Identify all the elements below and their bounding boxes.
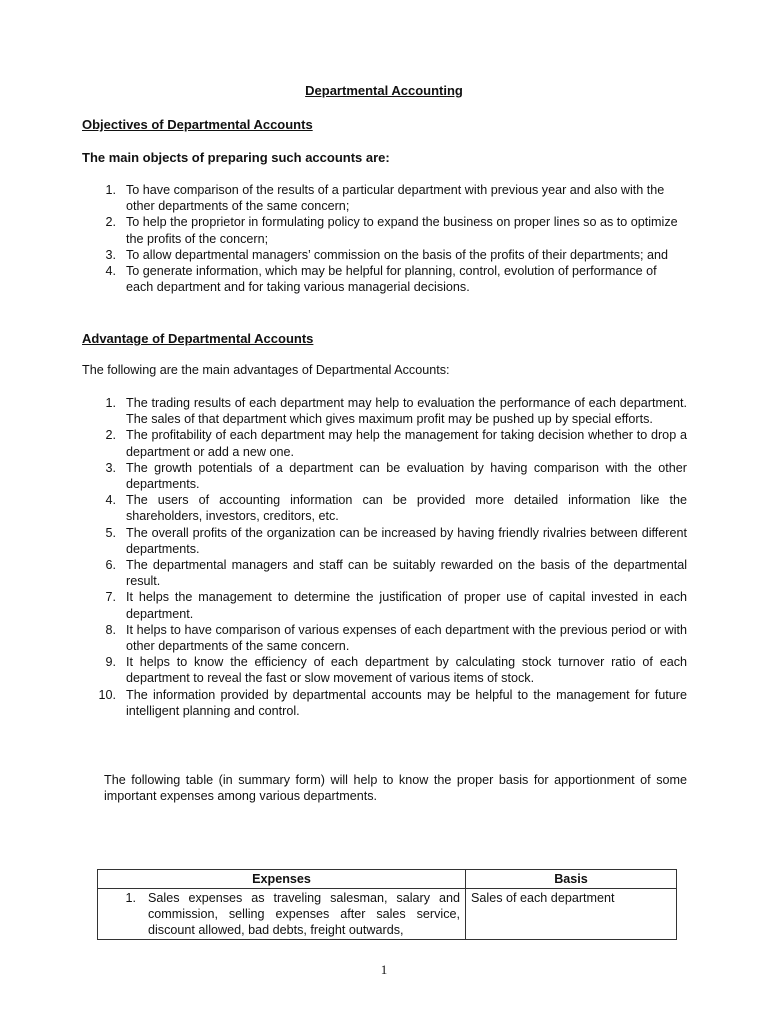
expense-cell: 1. Sales expenses as traveling salesman, salary and commission, selling expenses after sales service, discount allowed, bad debts, freight outwards, [98,889,466,940]
advantages-list [82,395,687,719]
list-item: 9. It helps to know the efficiency of each department by calculating stock turnover ratio of each department to reveal the fast or slow movement of various items of stock. [105,655,687,686]
list-item: 8. It helps to have comparison of various expenses of each department with the previous period or with other departments of the same concern. [105,622,687,654]
list-item: 6. The departmental managers and staff can be suitably rewarded on the basis of the departmental result. [105,558,687,589]
objectives-list [82,182,687,295]
list-item: 2. The profitability of each department may help the management for taking decision whether to drop a department or add a new one. [105,428,687,459]
list-item: 4. To generate information, which may be helpful for planning, control, evolution of performance of each department and for taking various managerial decisions. [105,264,657,295]
list-item: 4. The users of accounting information can be provided more detailed information like the shareholders, investors, creditors, etc. [105,493,687,524]
objects-intro: The main objects of preparing such accounts are: [82,150,390,165]
document-title: Departmental Accounting [305,83,463,98]
list-item: 3. The growth potentials of a department can be evaluation by having comparison with the other departments. [105,460,687,492]
list-item: 1. To have comparison of the results of a particular department with previous year and also with the other departments of the same concern; [105,183,665,214]
page-number: 1 [380,962,388,977]
column-header-basis: Basis [466,870,677,889]
list-item: 10. The information provided by departmental accounts may be helpful to the management for future intelligent planning and control. [98,687,687,718]
advantage-intro: The following are the main advantages of Departmental Accounts: [82,363,450,377]
basis-cell: Sales of each department [466,889,677,940]
list-item: 2. To help the proprietor in formulating policy to expand the business on proper lines so as to optimize the profits of the concern; [105,215,678,246]
table-header-row [98,870,677,889]
column-header-expenses: Expenses [98,870,466,889]
list-item: 3. To allow departmental managers’ commission on the basis of the profits of their departments; and [105,247,669,262]
advantage-heading: Advantage of Departmental Accounts [82,331,314,346]
expenses-table [97,869,677,940]
list-item: 5. The overall profits of the organization can be increased by having friendly rivalries between different departments. [105,525,687,556]
list-item: 7. It helps the management to determine the justification of proper use of capital invested in each department. [105,590,687,621]
table-row [98,889,677,940]
objectives-heading: Objectives of Departmental Accounts [82,117,313,132]
list-item: 1. The trading results of each department may help to evaluation the performance of each department. The sales of that department which gives maximum profit may be pushed up by special efforts. [105,396,687,427]
table-intro: The following table (in summary form) will help to know the proper basis for apportionment of some important expenses among various departments. [104,773,687,804]
